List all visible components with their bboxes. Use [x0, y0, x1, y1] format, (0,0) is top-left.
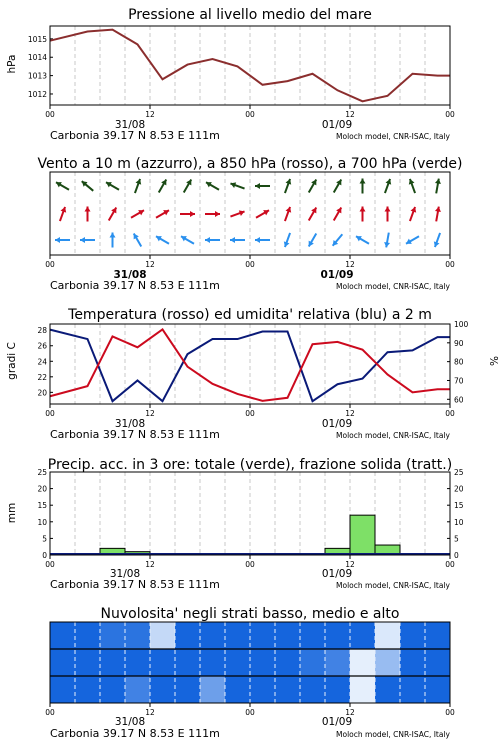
- pressure-xtick-label: 00: [45, 110, 55, 119]
- cloud-xtick-label: 00: [45, 708, 55, 717]
- cloud-xtick-label: 12: [345, 708, 355, 717]
- wind-10m-arrow: [134, 234, 142, 247]
- cloud-cell-alto: [200, 622, 226, 649]
- wind-10m-arrow: [333, 234, 343, 245]
- temperature-title: Temperatura (rosso) ed umidita' relativa (blu) a 2 m: [68, 307, 432, 323]
- cloud-cell-alto: [125, 622, 151, 649]
- cloud-cell-basso: [225, 676, 251, 703]
- wind-panel: [37, 156, 462, 292]
- wind-700-arrow: [230, 182, 244, 188]
- wind-10m-arrow: [255, 237, 270, 243]
- wind-850-arrow: [309, 208, 317, 221]
- wind-850-arrow: [205, 211, 220, 217]
- wind-grid: [75, 172, 425, 255]
- cloud-cell-alto: [250, 622, 276, 649]
- pressure-title: Pressione al livello medio del mare: [128, 7, 372, 23]
- pressure-panel: [6, 7, 455, 142]
- wind-850-arrow: [410, 207, 416, 221]
- precip-panel: [6, 457, 464, 591]
- cloud-cell-basso: [350, 676, 376, 703]
- wind-850-arrow: [360, 207, 366, 222]
- temperature-date-label-2: 01/09: [321, 418, 353, 430]
- wind-700-arrow: [135, 179, 141, 193]
- wind-credit: Moloch model, CNR-ISAC, Italy: [336, 282, 450, 291]
- wind-date-label-1: 31/08: [113, 269, 147, 281]
- wind-xtick-label: 12: [145, 260, 155, 269]
- wind-850-arrow: [60, 207, 66, 221]
- cloud-cell-medio: [250, 649, 276, 676]
- wind-700-arrow: [184, 180, 192, 193]
- temperature-ytick-label: 24: [37, 357, 47, 367]
- pressure-xtick-label: 12: [145, 110, 155, 119]
- cloud-cell-medio: [100, 649, 126, 676]
- cloud-cell-basso: [325, 676, 351, 703]
- cloud-cell-basso: [150, 676, 176, 703]
- pressure-ytick-label: 1015: [27, 34, 47, 44]
- wind-10m-arrow-head: [110, 233, 116, 238]
- wind-850-arrow: [85, 207, 91, 222]
- precip-ytick-label: 15: [37, 501, 47, 511]
- cloud-xtick-label: 00: [245, 708, 255, 717]
- cloud-cell-alto: [350, 622, 376, 649]
- wind-10m-arrow: [356, 236, 369, 244]
- temperature-xtick-label: 00: [245, 409, 255, 418]
- wind-850-arrow-head: [215, 211, 220, 217]
- wind-700-arrow-head: [360, 179, 366, 184]
- cloud-cell-basso: [125, 676, 151, 703]
- precip-xtick-label: 00: [445, 560, 455, 569]
- temperature-xtick-label: 00: [45, 409, 55, 418]
- cloud-panel: [45, 606, 455, 740]
- precip-ytick-label: 5: [42, 534, 47, 544]
- cloud-cell-medio: [425, 649, 451, 676]
- cloud-credit: Moloch model, CNR-ISAC, Italy: [336, 730, 450, 739]
- wind-700-arrow: [56, 182, 69, 190]
- wind-850-arrow-head: [190, 211, 195, 217]
- wind-850-arrow: [385, 207, 391, 222]
- wind-10m-arrow: [55, 237, 70, 243]
- humidity-ytick-label: 100: [454, 320, 469, 329]
- cloud-cell-alto: [75, 622, 101, 649]
- wind-700-arrow: [82, 181, 93, 191]
- temperature-ytick-label: 22: [37, 372, 47, 382]
- wind-700-arrow: [435, 179, 441, 194]
- temperature-credit: Moloch model, CNR-ISAC, Italy: [336, 431, 450, 440]
- cloud-cell-basso: [175, 676, 201, 703]
- wind-10m-arrow: [80, 237, 95, 243]
- cloud-cell-alto: [175, 622, 201, 649]
- cloud-cell-medio: [400, 649, 426, 676]
- wind-850-arrow: [180, 211, 195, 217]
- cloud-cell-basso: [275, 676, 301, 703]
- precip-credit: Moloch model, CNR-ISAC, Italy: [336, 581, 450, 590]
- temperature-panel: [6, 307, 499, 441]
- wind-xtick-label: 00: [45, 260, 55, 269]
- wind-700-arrow: [106, 182, 119, 190]
- pressure-xtick-label: 00: [445, 110, 455, 119]
- precip-date-label-1: 31/08: [109, 568, 141, 580]
- precip-ytick-label-right: 10: [454, 517, 464, 527]
- humidity-ytick-label: 70: [454, 376, 464, 386]
- wind-10m-arrow: [309, 234, 317, 247]
- wind-700-arrow: [159, 180, 167, 193]
- precip-ytick-label-right: 20: [454, 484, 464, 494]
- cloud-cell-alto: [325, 622, 351, 649]
- wind-title: Vento a 10 m (azzurro), a 850 hPa (rosso), a 700 hPa (verde): [37, 156, 463, 172]
- precip-xtick-label: 00: [45, 560, 55, 569]
- cloud-cell-medio: [75, 649, 101, 676]
- pressure-date-label-1: 31/08: [114, 119, 146, 131]
- cloud-cell-basso: [250, 676, 276, 703]
- precip-xtick-label: 12: [145, 560, 155, 569]
- cloud-cell-basso: [375, 676, 401, 703]
- wind-10m-arrow-head: [80, 237, 85, 243]
- humidity-ylabel: %: [487, 356, 499, 366]
- wind-700-arrow: [334, 180, 342, 193]
- wind-marks: [55, 179, 441, 248]
- cloud-cell-basso: [50, 676, 76, 703]
- pressure-ytick-label: 1012: [27, 89, 47, 99]
- precip-xticks: [45, 555, 455, 569]
- cloud-cell-medio: [200, 649, 226, 676]
- wind-700-arrow: [255, 183, 270, 189]
- precip-ytick-label: 10: [37, 517, 47, 527]
- wind-700-arrow: [409, 179, 415, 193]
- pressure-xtick-label: 12: [345, 110, 355, 119]
- temperature-xtick-label: 12: [345, 409, 355, 418]
- cloud-xtick-label: 00: [445, 708, 455, 717]
- temperature-ylabel: gradi C: [6, 342, 18, 380]
- precip-xtick-label: 12: [345, 560, 355, 569]
- cloud-cell-alto: [300, 622, 326, 649]
- cloud-cell-medio: [325, 649, 351, 676]
- pressure-xtick-label: 00: [245, 110, 255, 119]
- precip-ylabel: mm: [6, 502, 18, 524]
- pressure-ytick-label: 1014: [27, 53, 47, 63]
- wind-location: Carbonia 39.17 N 8.53 E 111m: [50, 279, 220, 292]
- wind-xtick-label: 00: [445, 260, 455, 269]
- wind-10m-arrow: [110, 233, 116, 248]
- precip-location: Carbonia 39.17 N 8.53 E 111m: [50, 578, 220, 591]
- wind-10m-arrow: [406, 236, 419, 244]
- cloud-cell-medio: [300, 649, 326, 676]
- wind-850-arrow-head: [385, 207, 391, 212]
- wind-850-arrow: [256, 210, 269, 218]
- cloud-cell-medio: [350, 649, 376, 676]
- wind-10m-arrow-head: [230, 237, 235, 243]
- precip-xtick-label: 00: [245, 560, 255, 569]
- wind-850-arrow: [230, 210, 244, 216]
- humidity-ytick-label: 90: [454, 338, 464, 348]
- wind-10m-arrow: [205, 237, 220, 243]
- temperature-ytick-label: 26: [37, 341, 47, 351]
- temperature-xtick-label: 12: [145, 409, 155, 418]
- cloud-cell-basso: [400, 676, 426, 703]
- wind-10m-arrow-head: [205, 237, 210, 243]
- temperature-yticks: [37, 326, 53, 397]
- cloud-xtick-label: 12: [145, 708, 155, 717]
- precip-ytick-label-right: 15: [454, 501, 464, 511]
- wind-10m-arrow-head: [255, 237, 260, 243]
- precip-ytick-label: 20: [37, 484, 47, 494]
- cloud-cell-medio: [275, 649, 301, 676]
- wind-10m-arrow: [181, 236, 194, 244]
- cloud-location: Carbonia 39.17 N 8.53 E 111m: [50, 727, 220, 740]
- precip-title: Precip. acc. in 3 ore: totale (verde), frazione solida (tratt.): [47, 457, 453, 473]
- precip-bar: [350, 515, 375, 555]
- cloud-date-label-2: 01/09: [321, 716, 353, 728]
- temperature-xtick-label: 00: [445, 409, 455, 418]
- cloud-cell-medio: [375, 649, 401, 676]
- wind-700-arrow: [385, 179, 391, 193]
- cloud-cell-alto: [425, 622, 451, 649]
- precip-ytick-label-right: 0: [454, 551, 459, 560]
- pressure-date-label-2: 01/09: [321, 119, 353, 131]
- pressure-ylabel: hPa: [6, 54, 18, 74]
- wind-700-arrow: [309, 180, 317, 193]
- wind-xtick-label: 00: [245, 260, 255, 269]
- cloud-title: Nuvolosita' negli strati basso, medio e alto: [100, 606, 400, 622]
- humidity-ytick-label: 80: [454, 357, 464, 367]
- cloud-cell-basso: [100, 676, 126, 703]
- temperature-location: Carbonia 39.17 N 8.53 E 111m: [50, 428, 220, 441]
- wind-10m-arrow: [156, 236, 169, 244]
- cloud-cell-medio: [225, 649, 251, 676]
- wind-700-arrow: [360, 179, 366, 194]
- temperature-date-label-1: 31/08: [114, 418, 146, 430]
- wind-xtick-label: 12: [345, 260, 355, 269]
- cloud-cell-basso: [75, 676, 101, 703]
- precip-yticks: [37, 468, 53, 560]
- wind-700-arrow: [285, 179, 291, 193]
- cloud-cell-basso: [425, 676, 451, 703]
- precip-ytick-label-right: 5: [454, 534, 459, 544]
- pressure-credit: Moloch model, CNR-ISAC, Italy: [336, 132, 450, 141]
- pressure-location: Carbonia 39.17 N 8.53 E 111m: [50, 129, 220, 142]
- precip-ytick-label-right: 25: [454, 468, 464, 477]
- wind-10m-arrow-head: [55, 237, 60, 243]
- wind-10m-arrow: [230, 237, 245, 243]
- wind-850-arrow: [285, 207, 291, 221]
- cloud-cell-basso: [300, 676, 326, 703]
- cloud-cell-alto: [225, 622, 251, 649]
- precip-ytick-label: 0: [42, 551, 47, 560]
- cloud-cell-medio: [50, 649, 76, 676]
- cloud-cell-alto: [375, 622, 401, 649]
- temperature-xticks: [45, 404, 455, 418]
- cloud-cell-medio: [125, 649, 151, 676]
- humidity-ytick-label: 60: [454, 395, 464, 405]
- wind-10m-arrow: [384, 233, 390, 248]
- wind-850-arrow: [156, 210, 169, 218]
- cloud-cell-medio: [175, 649, 201, 676]
- wind-850-arrow: [109, 208, 117, 221]
- pressure-ytick-label: 1013: [27, 71, 47, 81]
- pressure-yticks: [28, 35, 53, 99]
- cloud-cell-basso: [200, 676, 226, 703]
- wind-850-arrow: [334, 208, 342, 221]
- wind-850-arrow-head: [360, 207, 366, 212]
- wind-850-arrow-head: [85, 207, 91, 212]
- precip-date-label-2: 01/09: [321, 568, 353, 580]
- pressure-xticks: [45, 105, 455, 119]
- cloud-cell-alto: [150, 622, 176, 649]
- wind-date-label-2: 01/09: [320, 269, 354, 281]
- cloud-cell-alto: [400, 622, 426, 649]
- cloud-cell-alto: [50, 622, 76, 649]
- wind-850-arrow: [131, 210, 144, 218]
- cloud-cell-alto: [275, 622, 301, 649]
- temperature-ytick-label: 28: [37, 326, 47, 336]
- wind-700-arrow-head: [255, 183, 260, 189]
- cloud-date-label-1: 31/08: [114, 716, 146, 728]
- precip-ytick-label: 25: [37, 468, 47, 477]
- cloud-cell-medio: [150, 649, 176, 676]
- wind-850-arrow: [435, 207, 441, 222]
- cloud-cell-alto: [100, 622, 126, 649]
- wind-xticks: [45, 255, 455, 269]
- cloud-xticks: [45, 703, 455, 717]
- wind-10m-arrow: [284, 233, 290, 247]
- cloud-marks: [50, 622, 451, 703]
- wind-700-arrow: [206, 182, 219, 190]
- wind-10m-arrow: [434, 233, 440, 247]
- temperature-ytick-label: 20: [37, 388, 47, 398]
